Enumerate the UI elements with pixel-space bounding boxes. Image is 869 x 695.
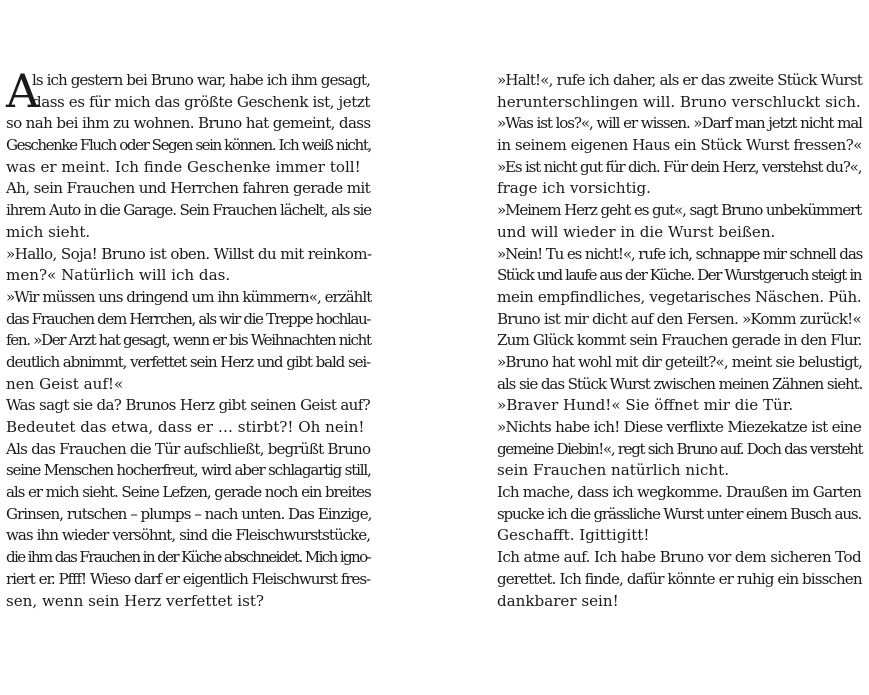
text-line: Stück und laufe aus der Küche. Der Wurstgeruch steigt in: [497, 266, 861, 285]
text-line: spucke ich die grässliche Wurst unter einem Busch aus.: [497, 504, 861, 523]
text-line: sein Frauchen natürlich nicht.: [497, 461, 729, 480]
text-line: Als das Frauchen die Tür aufschließt, begrüßt Bruno: [6, 439, 371, 458]
text-line: als sie das Stück Wurst zwischen meinen Zähnen sieht.: [497, 374, 863, 393]
text-line: riert er. Pfff! Wieso darf er eigentlich Fleischwurst fres-: [6, 569, 370, 588]
text-line: in seinem eigenen Haus ein Stück Wurst fressen?«: [497, 136, 863, 155]
text-line: sen, wenn sein Herz verfettet ist?: [6, 591, 265, 610]
text-line: mich sieht.: [6, 222, 91, 241]
drop-cap: A: [6, 64, 39, 118]
text-line: fen. »Der Arzt hat gesagt, wenn er bis Weihnachten nicht: [6, 331, 371, 350]
text-line: Ich mache, dass ich wegkomme. Draußen im Garten: [497, 483, 861, 502]
text-line: »Wir müssen uns dringend um ihn kümmern«, erzählt: [6, 287, 372, 306]
text-line: mein empfindliches, vegetarisches Näschen. Püh.: [497, 287, 862, 306]
text-line: was er meint. Ich finde Geschenke immer toll!: [6, 157, 361, 176]
text-line: Was sagt sie da? Brunos Herz gibt seinen Geist auf?: [6, 396, 370, 415]
text-line: men?« Natürlich will ich das.: [6, 266, 231, 285]
right-page-text: [497, 70, 861, 612]
text-line: gemeine Diebin!«, regt sich Bruno auf. Doch das versteht: [497, 439, 863, 458]
text-line: »Braver Hund!« Sie öffnet mir die Tür.: [497, 396, 794, 415]
text-line: herunterschlingen will. Bruno verschluckt sich.: [497, 92, 861, 111]
text-line: Zum Glück kommt sein Frauchen gerade in den Flur.: [497, 331, 862, 350]
text-line: dankbarer sein!: [497, 591, 619, 610]
text-line: frage ich vorsichtig.: [497, 179, 651, 198]
text-line: »Meinem Herz geht es gut«, sagt Bruno unbekümmert: [497, 201, 861, 220]
text-line: Geschafft. Igittigitt!: [497, 526, 650, 545]
text-line: »Hallo, Soja! Bruno ist oben. Willst du mit reinkom-: [6, 244, 372, 263]
text-line: dass es für mich das größte Geschenk ist, jetzt: [32, 92, 370, 111]
text-line: deutlich abnimmt, verfettet sein Herz und gibt bald sei-: [6, 352, 370, 371]
text-line: Bruno ist mir dicht auf den Fersen. »Komm zurück!«: [497, 309, 861, 328]
text-line: »Nichts habe ich! Diese verflixte Miezekatze ist eine: [497, 418, 861, 436]
text-line: gerettet. Ich finde, dafür könnte er ruhig ein bisschen: [497, 569, 862, 588]
text-line: »Was ist los?«, will er wissen. »Darf man jetzt nicht mal: [497, 114, 862, 133]
text-line: Ich atme auf. Ich habe Bruno vor dem sicheren Tod: [497, 548, 862, 567]
text-line: das Frauchen dem Herrchen, als wir die Treppe hochlau-: [6, 309, 370, 328]
text-line: nen Geist auf!«: [6, 374, 124, 393]
text-line-content: ls ich gestern bei Bruno war, habe ich ihm gesagt,: [32, 71, 370, 89]
text-line: »Nein! Tu es nicht!«, rufe ich, schnappe mir schnell das: [497, 244, 863, 263]
text-line: Ah, sein Frauchen und Herrchen fahren gerade mit: [6, 179, 370, 198]
text-line: Bedeutet das etwa, dass er … stirbt?! Oh nein!: [6, 418, 365, 436]
text-line: »Halt!«, rufe ich daher, als er das zweite Stück Wurst: [497, 71, 862, 89]
text-line: die ihm das Frauchen in der Küche abschneidet. Mich igno-: [6, 548, 370, 567]
text-line: seine Menschen hocherfreut, wird aber schlagartig still,: [6, 461, 371, 480]
text-line: so nah bei ihm zu wohnen. Bruno hat gemeint, dass: [6, 114, 371, 133]
text-line: ihrem Auto in die Garage. Sein Frauchen lächelt, als sie: [6, 201, 371, 220]
text-line: und will wieder in die Wurst beißen.: [497, 222, 776, 241]
left-page-text: [6, 64, 372, 612]
text-line: »Es ist nicht gut für dich. Für dein Herz, verstehst du?«,: [497, 157, 862, 176]
text-line: was ihn wieder versöhnt, sind die Fleischwurststücke,: [6, 526, 370, 545]
text-line: Grinsen, rutschen – plumps – nach unten. Das Einzige,: [6, 504, 372, 523]
text-line: Geschenke Fluch oder Segen sein können. Ich weiß nicht,: [6, 136, 371, 155]
text-line: als er mich sieht. Seine Lefzen, gerade noch ein breites: [6, 483, 371, 502]
text-line: »Bruno hat wohl mit dir geteilt?«, meint sie belustigt,: [497, 352, 863, 371]
